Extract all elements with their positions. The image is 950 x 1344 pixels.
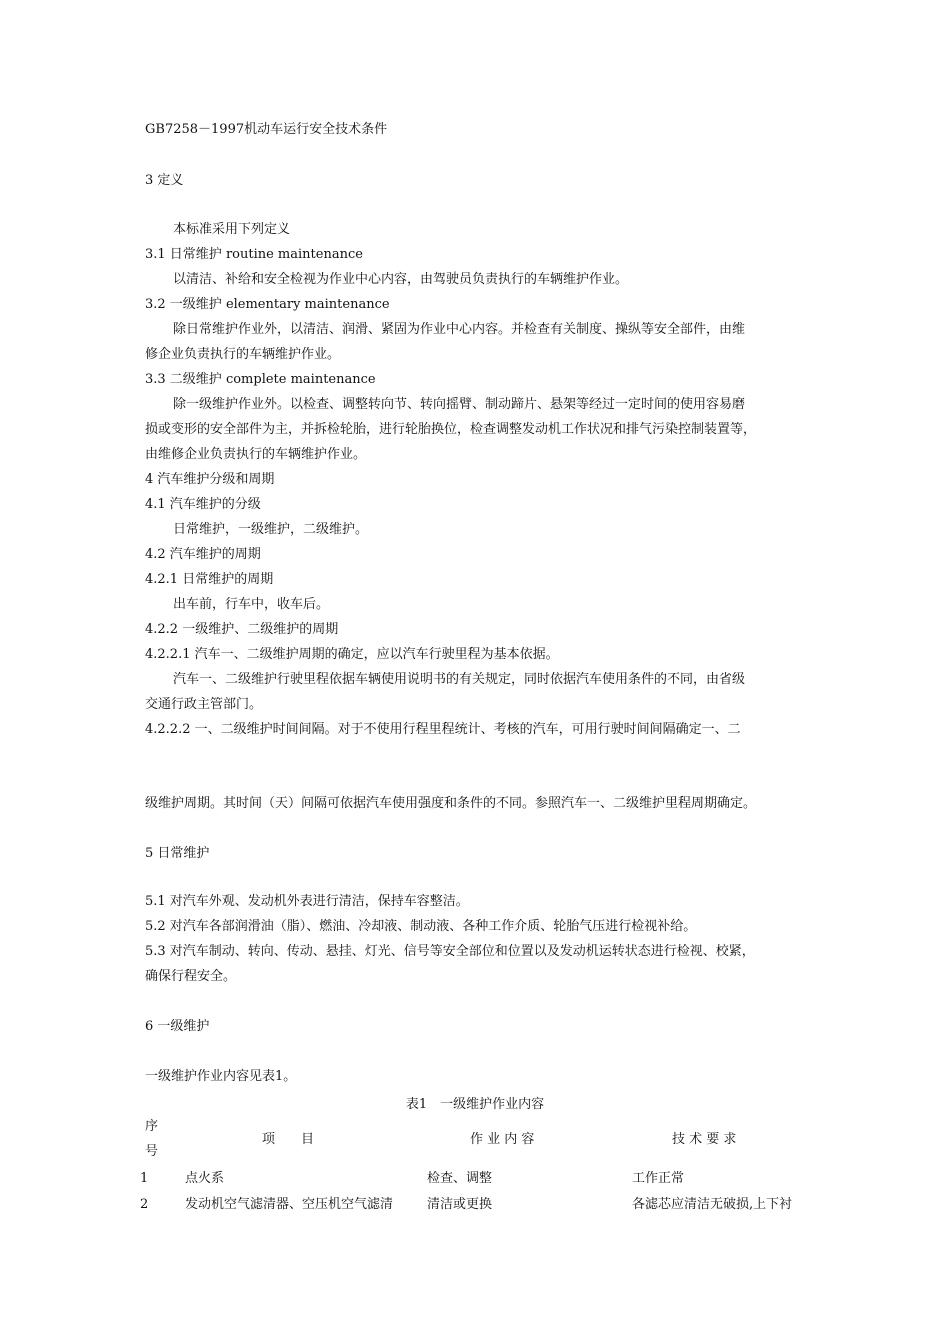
section-5-heading: 5 日常维护 [145,846,210,861]
table-header-item: 项 目 [262,1132,315,1147]
definition-3-3-body: 由维修企业负责执行的车辆维护作业。 [145,447,367,462]
table-header-work: 作 业 内 容 [470,1132,535,1147]
definition-3-2-title: 3.2 一级维护 elementary maintenance [145,297,390,312]
row-requirement: 各滤芯应清洁无破损,上下衬 [632,1197,793,1212]
definition-3-3-body: 除一级维护作业外。以检查、调整转向节、转向摇臂、制动蹄片、悬架等经过一定时间的使用容易磨 [173,397,746,412]
section-6-heading: 6 一级维护 [145,1019,210,1034]
row-number: 2 [140,1197,149,1212]
definition-3-2-body: 修企业负责执行的车辆维护作业。 [145,347,341,362]
definition-3-2-body: 除日常维护作业外，以清洁、润滑、紧固为作业中心内容。并检查有关制度、操纵等安全部件，由维 [173,322,746,337]
section-4-2-heading: 4.2 汽车维护的周期 [145,547,261,562]
table-caption: 表1 一级维护作业内容 [405,1097,545,1112]
section-5-1-text: 5.1 对汽车外观、发动机外表进行清洁，保持车容整洁。 [145,894,469,909]
section-4-2-2-2-continued: 级维护周期。其时间（天）间隔可依据汽车使用强度和条件的不同。参照汽车一、二级维护里程周期确定。 [145,796,757,811]
row-number: 1 [140,1171,149,1186]
section-4-2-2-1-body: 交通行政主管部门。 [145,697,263,712]
section-4-2-2-2-text: 4.2.2.2 一、二级维护时间间隔。对于不使用行程里程统计、考核的汽车，可用行驶时间间隔确定一、二 [145,722,741,737]
section-3-intro: 本标准采用下列定义 [173,222,291,237]
table-header-seq: 号 [145,1144,159,1159]
section-4-2-1-heading: 4.2.1 日常维护的周期 [145,572,274,587]
definition-3-1-title: 3.1 日常维护 routine maintenance [145,247,363,262]
section-4-1-body: 日常维护，一级维护，二级维护。 [173,522,369,537]
row-requirement: 工作正常 [632,1171,685,1186]
definition-3-1-body: 以清洁、补给和安全检视为作业中心内容，由驾驶员负责执行的车辆维护作业。 [173,272,629,287]
section-4-heading: 4 汽车维护分级和周期 [145,472,275,487]
definition-3-3-body: 损或变形的安全部件为主，并拆检轮胎，进行轮胎换位，检查调整发动机工作状况和排气污染控制装置等， [145,422,757,437]
row-work: 清洁或更换 [427,1197,493,1212]
section-5-3-text: 确保行程安全。 [145,969,237,984]
document-title: GB7258－1997机动车运行安全技术条件 [145,122,388,137]
section-4-1-heading: 4.1 汽车维护的分级 [145,497,261,512]
row-work: 检查、调整 [427,1171,493,1186]
table-header-requirement: 技 术 要 求 [672,1132,737,1147]
section-5-3-text: 5.3 对汽车制动、转向、传动、悬挂、灯光、信号等安全部位和位置以及发动机运转状态进行检视、校紧， [145,944,755,959]
table-header-seq: 序 [145,1119,159,1134]
section-6-intro: 一级维护作业内容见表1。 [145,1069,297,1084]
section-4-2-2-1-body: 汽车一、二级维护行驶里程依据车辆使用说明书的有关规定，同时依据汽车使用条件的不同，由省级 [173,672,746,687]
section-3-heading: 3 定义 [145,173,184,188]
section-4-2-2-heading: 4.2.2 一级维护、二级维护的周期 [145,622,339,637]
section-4-2-1-body: 出车前，行车中，收车后。 [173,597,330,612]
section-4-2-2-1-text: 4.2.2.1 汽车一、二级维护周期的确定，应以汽车行驶里程为基本依据。 [145,647,559,662]
section-5-2-text: 5.2 对汽车各部润滑油（脂）、燃油、冷却液、制动液、各种工作介质、轮胎气压进行检视补给。 [145,919,697,934]
row-item: 点火系 [185,1171,225,1186]
definition-3-3-title: 3.3 二级维护 complete maintenance [145,372,376,387]
row-item: 发动机空气滤清器、空压机空气滤清 [185,1197,394,1212]
